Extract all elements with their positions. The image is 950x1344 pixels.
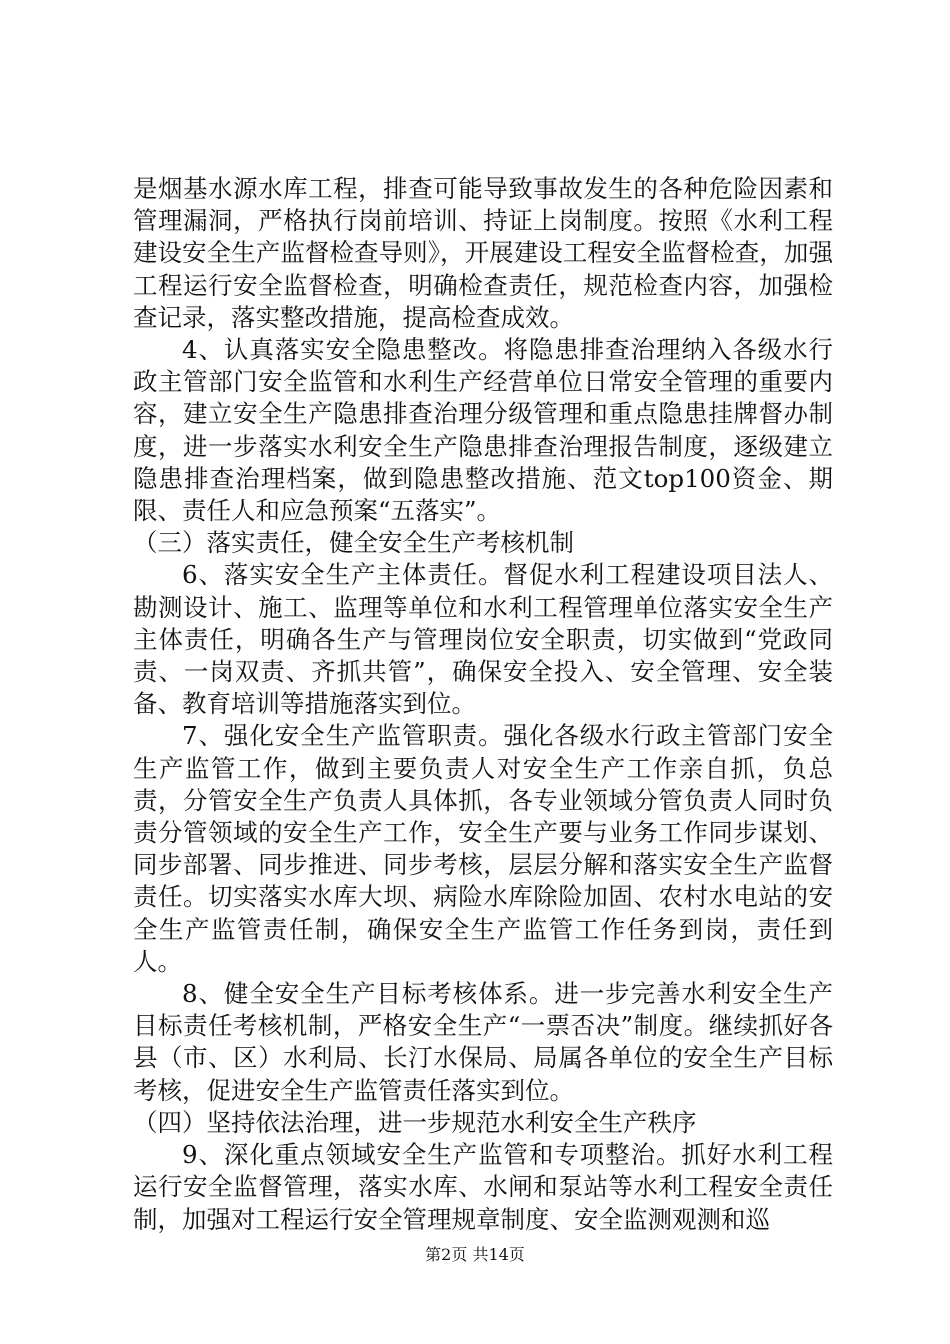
section-heading-4: （四）坚持依法治理，进一步规范水利安全生产秩序 xyxy=(133,1107,697,1137)
paragraph-continued: 是烟基水源水库工程，排查可能导致事故发生的各种危险因素和管理漏洞，严格执行岗前培训、持证上岗制度。按照《水利工程建设安全生产监督检查导则》，开展建设工程安全监督检查，加强工程运行安全监督检查，明确检查责任，规范检查内容，加强检查记录，落实整改措施，提高检查成效。 xyxy=(133,174,833,332)
paragraph-item-7: 7、强化安全生产监管职责。强化各级水行政主管部门安全生产监管工作，做到主要负责人对安全生产工作亲自抓，负总责，分管安全生产负责人具体抓，各专业领域分管负责人同时负责分管领域的安全生产工作，安全生产要与业务工作同步谋划、同步部署、同步推进、同步考核，层层分解和落实安全生产监督责任。切实落实水库大坝、病险水库除险加固、农村水电站的安全生产监管责任制，确保安全生产监管工作任务到岗，责任到人。 xyxy=(133,721,833,976)
section-heading-3: （三）落实责任，健全安全生产考核机制 xyxy=(133,528,574,558)
paragraph-item-4: 4、认真落实安全隐患整改。将隐患排查治理纳入各级水行政主管部门安全监管和水利生产经营单位日常安全管理的重要内容，建立安全生产隐患排查治理分级管理和重点隐患挂牌督办制度，进一步落实水利安全生产隐患排查治理报告制度，逐级建立隐患排查治理档案，做到隐患整改措施、范文top100资金、期限、责任人和应急预案“五落实”。 xyxy=(133,335,833,526)
document-body xyxy=(133,173,833,1236)
page-footer: 第2页 共14页 xyxy=(425,1245,525,1264)
paragraph-item-6: 6、落实安全生产主体责任。督促水利工程建设项目法人、勘测设计、施工、监理等单位和水利工程管理单位落实安全生产主体责任，明确各生产与管理岗位安全职责，切实做到“党政同责、一岗双责、齐抓共管”，确保安全投入、安全管理、安全装备、教育培训等措施落实到位。 xyxy=(133,560,833,719)
paragraph-item-8: 8、健全安全生产目标考核体系。进一步完善水利安全生产目标责任考核机制，严格安全生产“一票否决”制度。继续抓好各县（市、区）水利局、长汀水保局、局属各单位的安全生产目标考核，促进安全生产监管责任落实到位。 xyxy=(133,979,833,1105)
paragraph-item-9: 9、深化重点领域安全生产监管和专项整治。抓好水利工程运行安全监督管理，落实水库、水闸和泵站等水利工程安全责任制，加强对工程运行安全管理规章制度、安全监测观测和巡 xyxy=(133,1140,833,1234)
